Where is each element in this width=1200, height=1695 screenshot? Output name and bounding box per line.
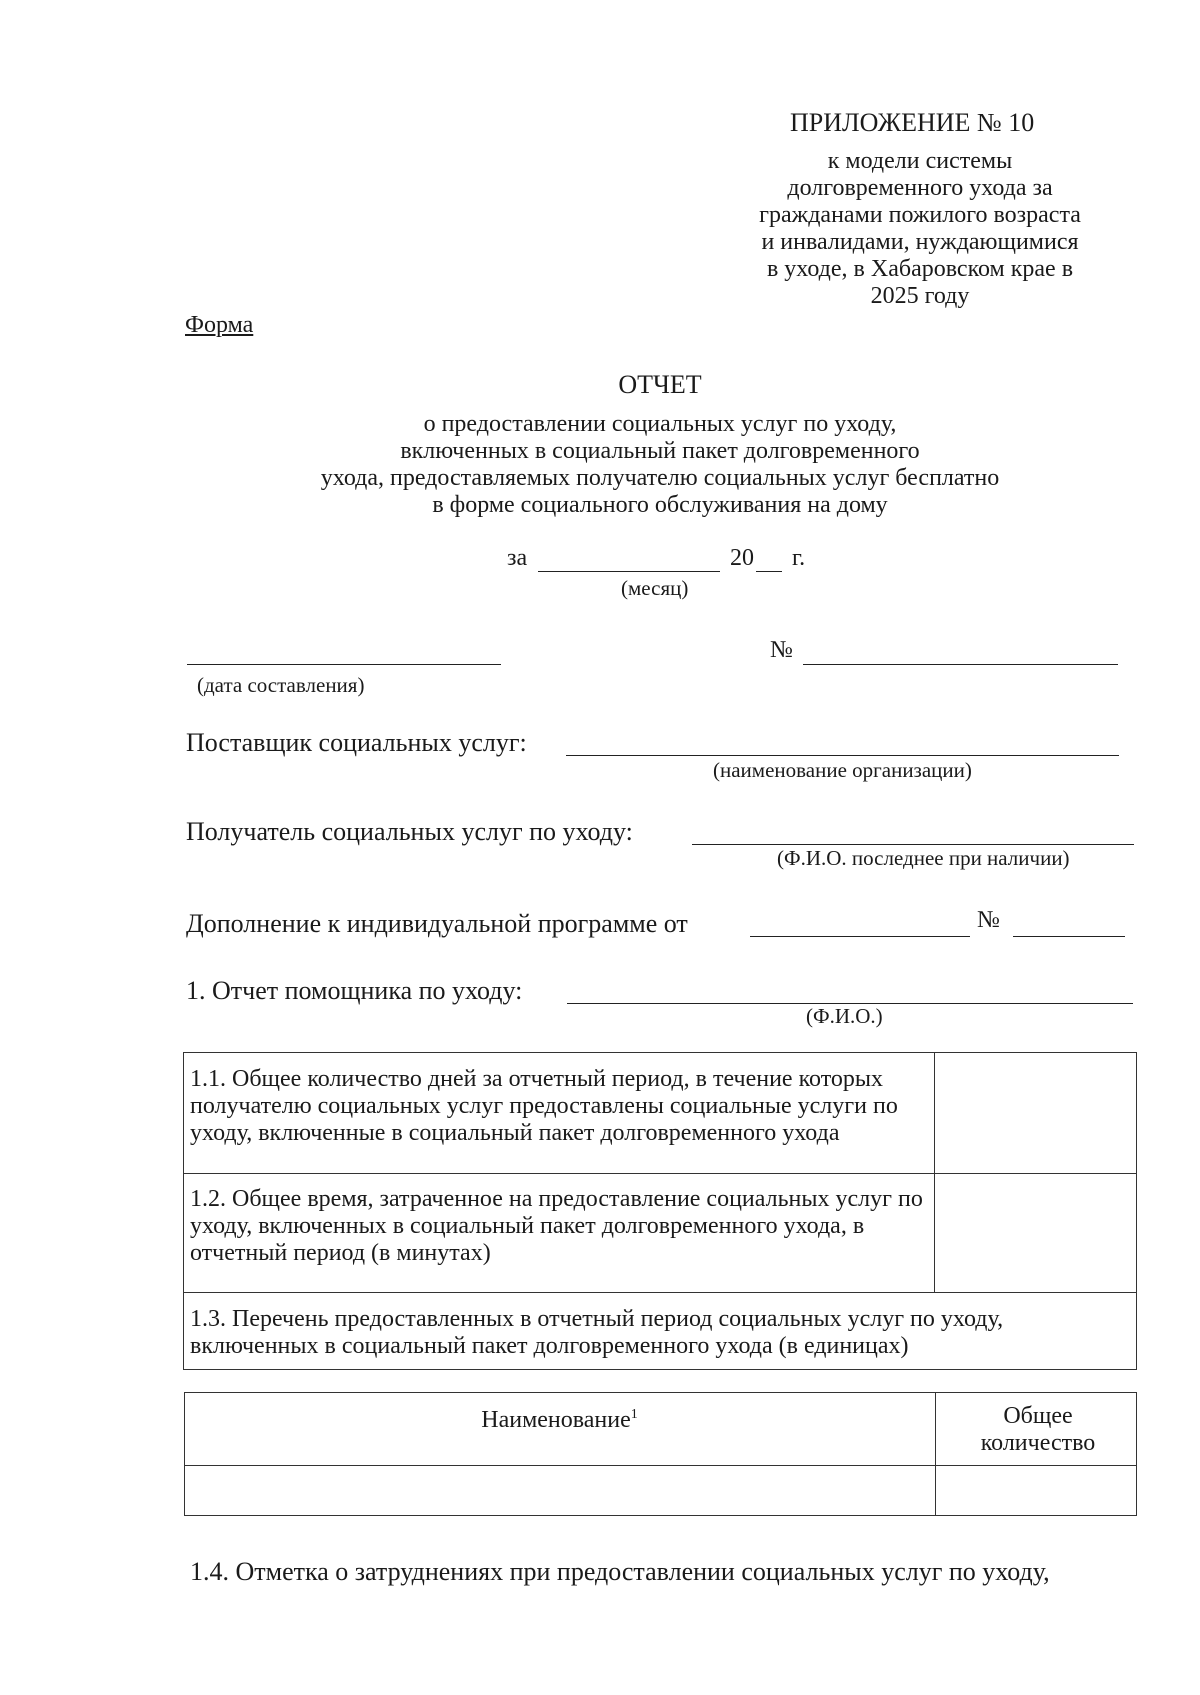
subtitle-line: к модели системы [827,148,1013,174]
subtitle-line: 2025 году [870,283,970,309]
assistant-field[interactable] [567,978,1133,1004]
addition-label: Дополнение к индивидуальной программе от [186,909,688,938]
services-row-total[interactable] [938,1468,1135,1514]
table-row-2-value[interactable] [937,1176,1134,1290]
table-divider [183,1292,1137,1293]
period-year: 20 [730,545,754,571]
subtitle-line: в уходе, в Хабаровском крае в [766,256,1074,282]
services-col-name [184,1407,935,1434]
year-suffix-field[interactable] [756,548,782,572]
addition-date-field[interactable] [750,911,970,937]
table-row-1-label: 1.1. Общее количество дней за отчетный период, в течение которых получателю социальных услуг предоставлены социальные услуги по уходу, включенные в социальный пакет долговременного ухода [190,1066,898,1146]
footnote-marker: 1 [630,1407,638,1422]
recipient-caption: (Ф.И.О. последнее при наличии) [777,846,1070,870]
number-sign: № [770,637,793,663]
appendix-number: ПРИЛОЖЕНИЕ № 10 [790,108,1035,137]
provider-caption: (наименование организации) [713,758,972,782]
provider-field[interactable] [566,730,1119,756]
table-row-1-value[interactable] [937,1055,1134,1171]
subtitle-line: и инвалидами, нуждающимися [761,229,1079,255]
provider-label: Поставщик социальных услуг: [186,728,527,757]
date-caption: (дата составления) [197,673,365,697]
period-suffix: г. [792,545,806,571]
recipient-label: Получатель социальных услуг по уходу: [186,817,633,846]
table-divider [935,1392,936,1516]
month-field[interactable] [538,548,720,572]
addition-number-sign: № [977,907,1000,933]
number-field[interactable] [803,640,1118,665]
subtitle-line: долговременного ухода за [787,175,1053,201]
title-line: ухода, предоставляемых получателю социальных услуг бесплатно [320,465,1000,491]
table-row-3-label: 1.3. Перечень предоставленных в отчетный период социальных услуг по уходу, включенных в социальный пакет долговременного ухода (в единицах) [190,1306,1004,1359]
table-row-2-label: 1.2. Общее время, затраченное на предоставление социальных услуг по уходу, включенных в социальный пакет долговременного ухода, в отчетный период (в минутах) [190,1186,923,1266]
month-caption: (месяц) [621,576,689,600]
services-col-total: Общее количество [980,1403,1096,1456]
table-divider [934,1052,935,1292]
title-line: в форме социального обслуживания на дому [432,492,888,518]
addition-number-field[interactable] [1013,911,1125,937]
table-divider [184,1465,1137,1466]
appendix-subtitle [720,148,1120,310]
date-field[interactable] [187,640,501,665]
assistant-label: 1. Отчет помощника по уходу: [186,976,523,1005]
form-label: Форма [185,312,254,338]
document-subtitle [250,411,1070,519]
title-line: о предоставлении социальных услуг по уходу, [423,411,897,437]
table-divider [183,1173,1137,1174]
assistant-caption: (Ф.И.О.) [806,1004,883,1028]
services-row-name[interactable] [187,1468,933,1514]
title-line: включенных в социальный пакет долговременного [400,438,920,464]
document-title: ОТЧЕТ [618,370,702,399]
services-col-name-text: Наименование [481,1407,631,1433]
section-1-4: 1.4. Отметка о затруднениях при предоставлении социальных услуг по уходу, [190,1557,1050,1586]
recipient-field[interactable] [692,819,1134,845]
subtitle-line: гражданами пожилого возраста [759,202,1081,228]
period-prefix: за [507,545,528,571]
